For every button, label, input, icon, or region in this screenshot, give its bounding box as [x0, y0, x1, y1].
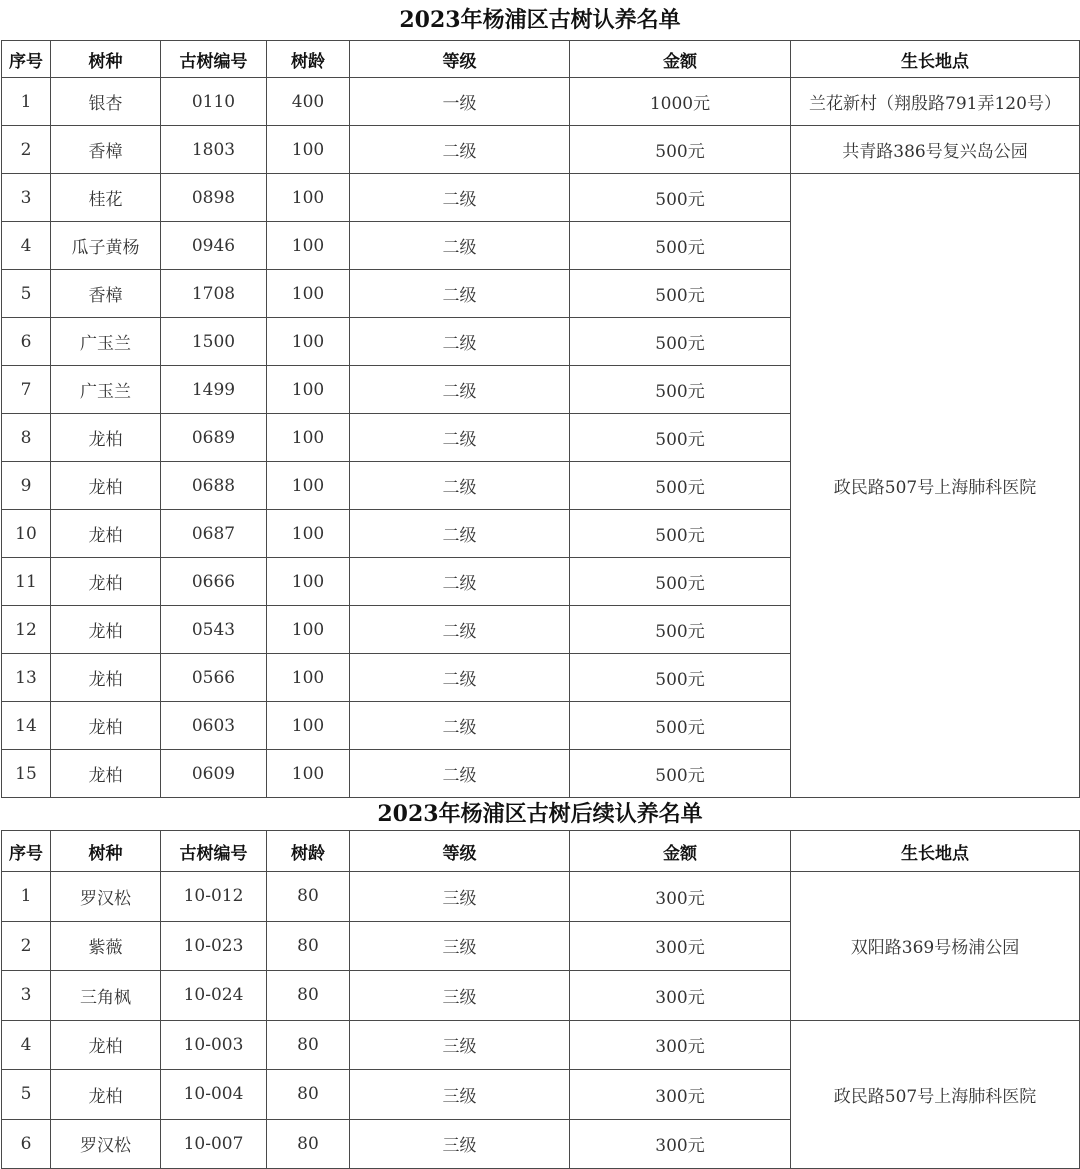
cell-grade: 二级: [350, 126, 570, 174]
cell-tree-id: 0687: [161, 510, 267, 558]
cell-index: 9: [2, 462, 51, 510]
cell-amount: 500元: [570, 366, 791, 414]
table-row: [2, 872, 1080, 922]
cell-index: 2: [2, 126, 51, 174]
cell-amount: 500元: [570, 606, 791, 654]
cell-amount: 500元: [570, 126, 791, 174]
cell-index: 5: [2, 270, 51, 318]
cell-grade: 三级: [350, 1070, 570, 1120]
cell-species: 罗汉松: [51, 872, 161, 922]
cell-age: 80: [267, 1070, 350, 1120]
cell-grade: 一级: [350, 78, 570, 126]
header-species: 树种: [51, 831, 161, 872]
cell-species: 龙柏: [51, 1020, 161, 1070]
cell-tree-id: 10-007: [161, 1119, 267, 1169]
cell-amount: 500元: [570, 414, 791, 462]
table1-title: 2023年杨浦区古树认养名单: [399, 7, 681, 33]
cell-index: 7: [2, 366, 51, 414]
header-tree-id: 古树编号: [161, 831, 267, 872]
header-age: 树龄: [267, 41, 350, 78]
header-index: 序号: [2, 831, 51, 872]
cell-amount: 300元: [570, 921, 791, 971]
cell-age: 80: [267, 971, 350, 1021]
cell-amount: 300元: [570, 1070, 791, 1120]
cell-age: 400: [267, 78, 350, 126]
cell-grade: 三级: [350, 872, 570, 922]
cell-age: 100: [267, 126, 350, 174]
cell-amount: 300元: [570, 872, 791, 922]
cell-species: 龙柏: [51, 510, 161, 558]
cell-grade: 二级: [350, 510, 570, 558]
cell-index: 6: [2, 318, 51, 366]
cell-amount: 500元: [570, 654, 791, 702]
cell-amount: 500元: [570, 510, 791, 558]
table2-title: 2023年杨浦区古树后续认养名单: [377, 801, 703, 827]
cell-age: 80: [267, 1020, 350, 1070]
table-row: [2, 174, 1080, 222]
cell-age: 80: [267, 1119, 350, 1169]
cell-amount: 500元: [570, 174, 791, 222]
cell-index: 10: [2, 510, 51, 558]
cell-tree-id: 0110: [161, 78, 267, 126]
cell-age: 100: [267, 558, 350, 606]
cell-index: 4: [2, 222, 51, 270]
header-location: 生长地点: [791, 831, 1080, 872]
cell-species: 龙柏: [51, 654, 161, 702]
cell-index: 3: [2, 971, 51, 1021]
cell-index: 2: [2, 921, 51, 971]
header-grade: 等级: [350, 831, 570, 872]
table-header-row: [2, 831, 1080, 872]
cell-species: 龙柏: [51, 702, 161, 750]
cell-tree-id: 0946: [161, 222, 267, 270]
table-row: [2, 1020, 1080, 1070]
cell-index: 14: [2, 702, 51, 750]
cell-location: 双阳路369号杨浦公园: [791, 872, 1080, 1021]
cell-age: 100: [267, 222, 350, 270]
cell-index: 8: [2, 414, 51, 462]
cell-age: 100: [267, 174, 350, 222]
cell-age: 80: [267, 872, 350, 922]
header-grade: 等级: [350, 41, 570, 78]
cell-tree-id: 0603: [161, 702, 267, 750]
cell-age: 100: [267, 366, 350, 414]
cell-species: 龙柏: [51, 1070, 161, 1120]
cell-location: 兰花新村（翔殷路791弄120号）: [791, 78, 1080, 126]
cell-location: 共青路386号复兴岛公园: [791, 126, 1080, 174]
cell-grade: 二级: [350, 606, 570, 654]
cell-grade: 三级: [350, 1020, 570, 1070]
cell-age: 100: [267, 462, 350, 510]
header-amount: 金额: [570, 831, 791, 872]
cell-species: 广玉兰: [51, 318, 161, 366]
cell-tree-id: 0688: [161, 462, 267, 510]
cell-species: 龙柏: [51, 414, 161, 462]
cell-species: 瓜子黄杨: [51, 222, 161, 270]
follow-up-adoption-table: [1, 830, 1080, 1169]
cell-grade: 二级: [350, 174, 570, 222]
cell-index: 3: [2, 174, 51, 222]
cell-tree-id: 0898: [161, 174, 267, 222]
cell-grade: 二级: [350, 318, 570, 366]
cell-age: 80: [267, 921, 350, 971]
adoption-table: [1, 40, 1080, 798]
cell-age: 100: [267, 270, 350, 318]
cell-index: 11: [2, 558, 51, 606]
cell-age: 100: [267, 414, 350, 462]
cell-grade: 二级: [350, 366, 570, 414]
cell-amount: 500元: [570, 702, 791, 750]
cell-tree-id: 10-012: [161, 872, 267, 922]
cell-amount: 300元: [570, 1119, 791, 1169]
cell-grade: 二级: [350, 558, 570, 606]
cell-grade: 二级: [350, 414, 570, 462]
cell-age: 100: [267, 750, 350, 798]
cell-amount: 300元: [570, 971, 791, 1021]
cell-index: 5: [2, 1070, 51, 1120]
cell-species: 紫薇: [51, 921, 161, 971]
cell-index: 1: [2, 872, 51, 922]
cell-index: 15: [2, 750, 51, 798]
cell-grade: 二级: [350, 270, 570, 318]
cell-species: 罗汉松: [51, 1119, 161, 1169]
cell-grade: 二级: [350, 654, 570, 702]
cell-index: 13: [2, 654, 51, 702]
cell-tree-id: 10-023: [161, 921, 267, 971]
table-row: [2, 126, 1080, 174]
table-header-row: [2, 41, 1080, 78]
cell-species: 龙柏: [51, 606, 161, 654]
cell-tree-id: 10-004: [161, 1070, 267, 1120]
cell-amount: 500元: [570, 318, 791, 366]
cell-species: 三角枫: [51, 971, 161, 1021]
cell-index: 12: [2, 606, 51, 654]
cell-age: 100: [267, 702, 350, 750]
cell-grade: 二级: [350, 702, 570, 750]
cell-grade: 三级: [350, 1119, 570, 1169]
cell-grade: 二级: [350, 462, 570, 510]
cell-amount: 500元: [570, 558, 791, 606]
header-species: 树种: [51, 41, 161, 78]
cell-tree-id: 1803: [161, 126, 267, 174]
cell-grade: 二级: [350, 750, 570, 798]
cell-species: 龙柏: [51, 462, 161, 510]
cell-amount: 500元: [570, 462, 791, 510]
header-location: 生长地点: [791, 41, 1080, 78]
cell-amount: 500元: [570, 750, 791, 798]
cell-age: 100: [267, 318, 350, 366]
cell-tree-id: 1499: [161, 366, 267, 414]
cell-amount: 500元: [570, 270, 791, 318]
cell-amount: 1000元: [570, 78, 791, 126]
cell-species: 香樟: [51, 270, 161, 318]
cell-location: 政民路507号上海肺科医院: [791, 174, 1080, 798]
cell-species: 香樟: [51, 126, 161, 174]
cell-tree-id: 0566: [161, 654, 267, 702]
cell-age: 100: [267, 606, 350, 654]
cell-age: 100: [267, 654, 350, 702]
table-row: [2, 78, 1080, 126]
cell-age: 100: [267, 510, 350, 558]
cell-amount: 500元: [570, 222, 791, 270]
cell-tree-id: 1500: [161, 318, 267, 366]
cell-grade: 三级: [350, 921, 570, 971]
cell-grade: 二级: [350, 222, 570, 270]
header-index: 序号: [2, 41, 51, 78]
cell-tree-id: 0609: [161, 750, 267, 798]
cell-grade: 三级: [350, 971, 570, 1021]
cell-index: 6: [2, 1119, 51, 1169]
cell-species: 广玉兰: [51, 366, 161, 414]
header-age: 树龄: [267, 831, 350, 872]
cell-tree-id: 1708: [161, 270, 267, 318]
cell-amount: 300元: [570, 1020, 791, 1070]
cell-tree-id: 0689: [161, 414, 267, 462]
cell-tree-id: 0543: [161, 606, 267, 654]
cell-tree-id: 10-024: [161, 971, 267, 1021]
header-tree-id: 古树编号: [161, 41, 267, 78]
header-amount: 金额: [570, 41, 791, 78]
cell-species: 银杏: [51, 78, 161, 126]
cell-index: 1: [2, 78, 51, 126]
cell-index: 4: [2, 1020, 51, 1070]
cell-location: 政民路507号上海肺科医院: [791, 1020, 1080, 1169]
cell-tree-id: 0666: [161, 558, 267, 606]
cell-species: 龙柏: [51, 750, 161, 798]
cell-species: 桂花: [51, 174, 161, 222]
cell-tree-id: 10-003: [161, 1020, 267, 1070]
cell-species: 龙柏: [51, 558, 161, 606]
